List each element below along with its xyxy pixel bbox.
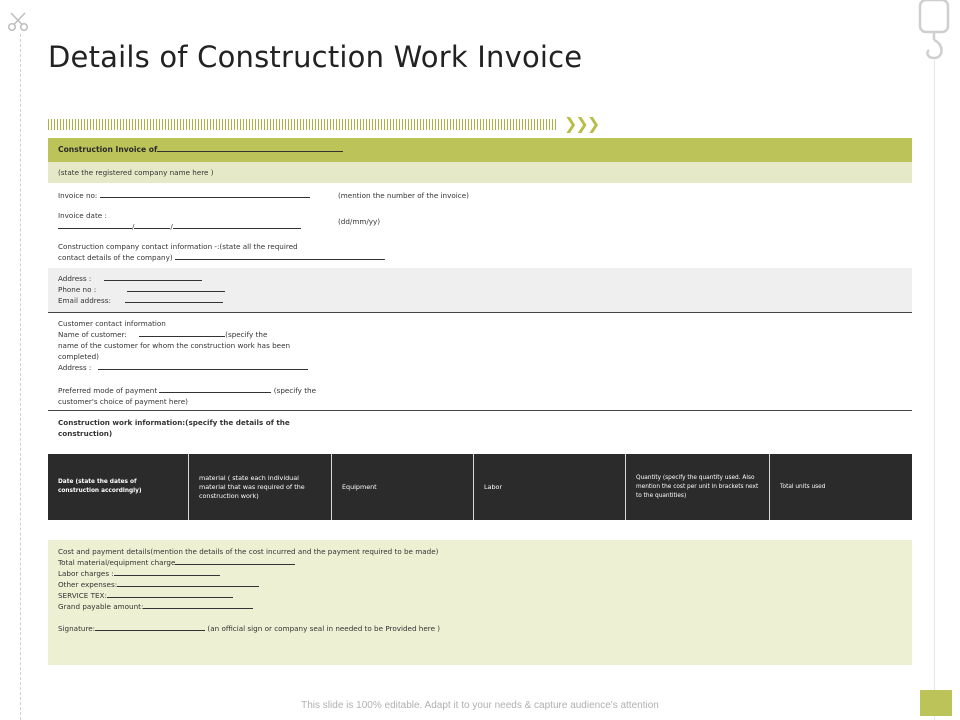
invoice-no-hint: (mention the number of the invoice)	[338, 191, 469, 200]
registered-name-band	[48, 162, 912, 183]
invoice-header-text	[58, 144, 343, 155]
payment-blank[interactable]	[159, 385, 271, 393]
email-row	[58, 295, 223, 306]
date-separator: /	[132, 222, 135, 231]
date-format-hint: (dd/mm/yy)	[338, 217, 381, 226]
grand-total-row	[58, 601, 253, 612]
company-contact-line1: Construction company contact information -:(state all the required	[58, 242, 298, 251]
email-label: Email address:	[58, 296, 111, 305]
section-divider	[48, 410, 912, 411]
col-date: Date (state the dates of construction accordingly)	[58, 479, 142, 494]
signature-label: Signature:	[58, 624, 96, 633]
date-month-blank[interactable]	[134, 221, 173, 231]
address-label: Address :	[58, 274, 92, 283]
col-total-units: Total units used	[769, 454, 912, 520]
crane-hook-icon	[914, 0, 954, 64]
labor-charges-blank[interactable]	[114, 568, 220, 576]
invoice-no-blank[interactable]	[100, 190, 310, 198]
customer-title: Customer contact information	[58, 319, 166, 328]
customer-address-row	[58, 362, 308, 373]
phone-label: Phone no :	[58, 285, 97, 294]
other-expenses-label: Other expenses:	[58, 580, 118, 589]
signature-row	[58, 623, 440, 634]
phone-blank[interactable]	[127, 284, 225, 292]
invoice-date-row	[58, 221, 301, 232]
chevron-arrows-icon: ❯❯❯	[564, 114, 599, 133]
payment-line2: customer's choice of payment here)	[58, 397, 188, 406]
total-material-row	[58, 557, 295, 568]
company-name-blank[interactable]	[157, 144, 343, 152]
labor-charges-row	[58, 568, 220, 579]
customer-name-row	[58, 329, 267, 340]
date-separator: /	[170, 222, 173, 231]
total-material-blank[interactable]	[175, 557, 295, 565]
address-blank[interactable]	[104, 273, 202, 281]
cut-guide-line	[20, 34, 21, 720]
work-info-line2: construction)	[58, 429, 113, 438]
service-tax-label: SERVICE TEX:	[58, 591, 107, 600]
company-contact-blank[interactable]	[175, 252, 385, 260]
scissors-icon	[6, 10, 30, 34]
service-tax-row	[58, 590, 233, 601]
col-material: material ( state each individual material that was required of the construction work)	[188, 454, 331, 520]
date-day-blank[interactable]	[58, 221, 135, 231]
page-title: Details of Construction Work Invoice	[48, 40, 583, 74]
labor-charges-label: Labor charges :	[58, 569, 114, 578]
work-info-line1: Construction work information:(specify the details of the	[58, 418, 290, 427]
payment-hint: (specify the	[273, 386, 316, 395]
payment-label: Preferred mode of payment	[58, 386, 158, 395]
col-labor: Labor	[473, 454, 625, 520]
signature-hint: (an official sign or company seal in needed to be Provided here )	[207, 624, 441, 633]
invoice-header-band	[48, 138, 912, 162]
grand-total-blank[interactable]	[143, 601, 253, 609]
col-equipment: Equipment	[331, 454, 473, 520]
customer-line2: name of the customer for whom the construction work has been	[58, 341, 291, 350]
date-year-blank[interactable]	[173, 221, 301, 229]
corner-accent	[920, 690, 952, 716]
work-table-header	[48, 454, 912, 520]
customer-name-blank[interactable]	[139, 329, 225, 337]
grand-total-label: Grand payable amount:	[58, 602, 144, 611]
cost-details-line: Cost and payment details(mention the details of the cost incurred and the payment required to be made)	[58, 547, 439, 556]
service-tax-blank[interactable]	[107, 590, 233, 598]
total-material-label: Total material/equipment charge	[58, 558, 176, 567]
customer-name-hint: (specify the	[225, 330, 268, 339]
customer-line3: completed)	[58, 352, 99, 361]
col-quantity: Quantity (specify the quantity used. Also mention the cost per unit in brackets next to the quantities)	[625, 454, 769, 520]
invoice-no-label: Invoice no:	[58, 191, 98, 200]
other-expenses-blank[interactable]	[117, 579, 259, 587]
invoice-no-row	[58, 190, 310, 201]
tick-divider	[48, 119, 558, 130]
invoice-date-label: Invoice date :	[58, 211, 107, 220]
phone-row	[58, 284, 225, 295]
customer-name-label: Name of customer:	[58, 330, 127, 339]
payment-row	[58, 385, 316, 396]
invoice-header-label: Construction Invoice of	[58, 145, 158, 154]
registered-name-hint: (state the registered company name here )	[58, 168, 214, 177]
footer-note: This slide is 100% editable. Adapt it to your needs & capture audience's attention	[301, 700, 659, 711]
company-contact-line2: contact details of the company)	[58, 253, 173, 262]
signature-blank[interactable]	[95, 623, 205, 631]
crane-cable	[934, 60, 935, 720]
customer-address-label: Address :	[58, 363, 92, 372]
other-expenses-row	[58, 579, 259, 590]
address-row	[58, 273, 202, 284]
email-blank[interactable]	[125, 295, 223, 303]
section-divider	[48, 312, 912, 313]
customer-address-blank[interactable]	[98, 362, 308, 370]
company-contact-row	[58, 252, 385, 263]
